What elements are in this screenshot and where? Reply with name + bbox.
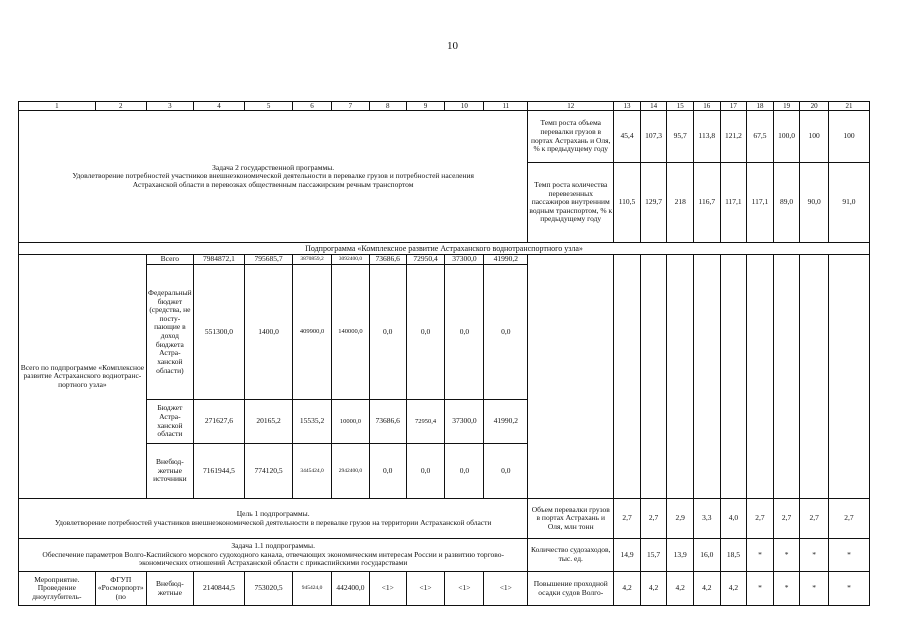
goal1-indicator: Объем перевалки грузов в портах Астрахань и Оля, млн тонн — [528, 499, 614, 539]
value-cell: 0,0 — [484, 265, 528, 400]
value-cell: 753020,5 — [245, 572, 293, 606]
value-cell: 90,0 — [800, 163, 829, 243]
value-cell: 72950,4 — [406, 400, 445, 444]
value-cell: * — [747, 572, 774, 606]
value-cell: 3870859,2 — [293, 255, 332, 265]
value-cell: * — [800, 572, 829, 606]
value-cell: 72950,4 — [406, 255, 445, 265]
empty-cell — [693, 255, 720, 499]
page-number: 10 — [447, 40, 458, 52]
value-cell: 2,9 — [667, 499, 694, 539]
value-cell: 110,5 — [614, 163, 641, 243]
measure-executor: ФГУП «Росморпорт» (по — [95, 572, 146, 606]
empty-cell — [720, 255, 747, 499]
source-label: Федеральный бюджет (средства, не поступающие в доход бюджета Астраханской области) — [146, 265, 193, 400]
task11-text: Обеспечение параметров Волго-Каспийского морского судоходного канала, отвечающих экономическим интересам России и развитию торгово-экономических отношений Астраханской области с прикаспийскими государствами — [42, 549, 504, 568]
value-cell: 2140844,5 — [193, 572, 244, 606]
value-cell: 7161944,5 — [193, 444, 244, 499]
col-header: 7 — [331, 102, 369, 111]
value-cell: 117,1 — [720, 163, 747, 243]
measure-indicator: Повышение проходной осадки судов Волго- — [528, 572, 614, 606]
value-cell: 15,7 — [640, 539, 667, 572]
total-row-all — [19, 255, 870, 265]
subprogram-title: Подпрограмма «Комплексное развитие Астраханского воднотранспортного узла» — [19, 243, 870, 255]
empty-cell — [667, 255, 694, 499]
value-cell: 2942400,0 — [331, 444, 369, 499]
value-cell: 18,5 — [720, 539, 747, 572]
value-cell: 945424,0 — [293, 572, 332, 606]
value-cell: 2,7 — [828, 499, 869, 539]
value-cell: 20165,2 — [245, 400, 293, 444]
value-cell: 100 — [828, 111, 869, 163]
value-cell: 129,7 — [640, 163, 667, 243]
col-header: 11 — [484, 102, 528, 111]
value-cell: 0,0 — [406, 444, 445, 499]
task11-cell — [19, 539, 528, 572]
col-header: 21 — [828, 102, 869, 111]
value-cell: 0,0 — [445, 444, 484, 499]
value-cell: 4,2 — [640, 572, 667, 606]
value-cell: 551300,0 — [193, 265, 244, 400]
value-cell: 91,0 — [828, 163, 869, 243]
value-cell: 14,9 — [614, 539, 641, 572]
task11-title: Задача 1.1 подпрограммы. — [231, 541, 315, 551]
value-cell: 41990,2 — [484, 255, 528, 265]
measure-row — [19, 572, 870, 606]
value-cell: <1> — [484, 572, 528, 606]
col-header: 6 — [293, 102, 332, 111]
value-cell: 45,4 — [614, 111, 641, 163]
header-row — [19, 102, 870, 111]
value-cell: 0,0 — [369, 444, 406, 499]
task2-indicator-1: Темп роста объема перевалки грузов в портах Астрахань и Оля, % к предыдущему году — [528, 111, 614, 163]
task2-title: Задача 2 государственной программы. — [212, 162, 335, 172]
col-header: 9 — [406, 102, 445, 111]
value-cell: 2,7 — [773, 499, 800, 539]
value-cell: 4,0 — [720, 499, 747, 539]
value-cell: <1> — [369, 572, 406, 606]
value-cell: 16,0 — [693, 539, 720, 572]
value-cell: 13,9 — [667, 539, 694, 572]
col-header: 3 — [146, 102, 193, 111]
value-cell: 0,0 — [406, 265, 445, 400]
col-header: 4 — [193, 102, 244, 111]
goal1-row — [19, 499, 870, 539]
value-cell: 3,3 — [693, 499, 720, 539]
col-header: 20 — [800, 102, 829, 111]
col-header: 15 — [667, 102, 694, 111]
value-cell: 117,1 — [747, 163, 774, 243]
value-cell: 0,0 — [484, 444, 528, 499]
value-cell: 774120,5 — [245, 444, 293, 499]
col-header: 14 — [640, 102, 667, 111]
col-header: 1 — [19, 102, 96, 111]
value-cell: 116,7 — [693, 163, 720, 243]
value-cell: 3445424,0 — [293, 444, 332, 499]
value-cell: 0,0 — [445, 265, 484, 400]
value-cell: 100 — [800, 111, 829, 163]
value-cell: 113,8 — [693, 111, 720, 163]
value-cell: 2,7 — [747, 499, 774, 539]
value-cell: 271627,6 — [193, 400, 244, 444]
subprogram-row — [19, 243, 870, 255]
value-cell: 89,0 — [773, 163, 800, 243]
col-header: 2 — [95, 102, 146, 111]
task2-cell — [19, 111, 528, 243]
empty-cell — [640, 255, 667, 499]
empty-cell — [773, 255, 800, 499]
col-header: 16 — [693, 102, 720, 111]
value-cell: 442400,0 — [331, 572, 369, 606]
value-cell: * — [773, 572, 800, 606]
value-cell: * — [747, 539, 774, 572]
measure-title: Мероприятие. Проведение дноуглубитель- — [19, 572, 96, 606]
value-cell: 0,0 — [369, 265, 406, 400]
value-cell: 2,7 — [800, 499, 829, 539]
empty-cell — [747, 255, 774, 499]
col-header: 12 — [528, 102, 614, 111]
col-header: 5 — [245, 102, 293, 111]
value-cell: 37300,0 — [445, 255, 484, 265]
col-header: 8 — [369, 102, 406, 111]
value-cell: 4,2 — [720, 572, 747, 606]
value-cell: 2,7 — [640, 499, 667, 539]
value-cell: 67,5 — [747, 111, 774, 163]
value-cell: 41990,2 — [484, 400, 528, 444]
program-table — [18, 101, 870, 606]
value-cell: 2,7 — [614, 499, 641, 539]
source-label: Внебюджетные источники — [146, 444, 193, 499]
value-cell: 218 — [667, 163, 694, 243]
source-label: Бюджет Астраханской области — [146, 400, 193, 444]
col-header: 19 — [773, 102, 800, 111]
value-cell: 121,2 — [720, 111, 747, 163]
source-label: Всего — [146, 255, 193, 265]
value-cell: 73686,6 — [369, 400, 406, 444]
task11-indicator: Количество судозаходов, тыс. ед. — [528, 539, 614, 572]
value-cell: 3092400,0 — [331, 255, 369, 265]
value-cell: 107,3 — [640, 111, 667, 163]
col-header: 10 — [445, 102, 484, 111]
value-cell: 37300,0 — [445, 400, 484, 444]
value-cell: 1400,0 — [245, 265, 293, 400]
goal1-text: Удовлетворение потребностей участников внешнеэкономической деятельности в перевалке грузов на территории Астраханской области — [54, 517, 492, 527]
value-cell: 4,2 — [667, 572, 694, 606]
value-cell: 10000,0 — [331, 400, 369, 444]
value-cell: <1> — [445, 572, 484, 606]
value-cell: 795685,7 — [245, 255, 293, 265]
goal1-cell — [19, 499, 528, 539]
col-header: 13 — [614, 102, 641, 111]
goal1-title: Цель 1 подпрограммы. — [236, 508, 310, 518]
value-cell: 100,0 — [773, 111, 800, 163]
value-cell: <1> — [406, 572, 445, 606]
value-cell: * — [800, 539, 829, 572]
value-cell: 7984872,1 — [193, 255, 244, 265]
value-cell: 140000,0 — [331, 265, 369, 400]
task11-row — [19, 539, 870, 572]
task2-row-1 — [19, 111, 870, 163]
value-cell: 4,2 — [693, 572, 720, 606]
total-label: Всего по подпрограмме «Комплексное развитие Астраханского воднотранспортного узла» — [19, 255, 147, 499]
task2-indicator-2: Темп роста количества перевезенных пассажиров внутренним водным транспортом, % к предыдущему году — [528, 163, 614, 243]
empty-cell — [800, 255, 829, 499]
empty-cell — [828, 255, 869, 499]
task2-text: Удовлетворение потребностей участников внешнеэкономической деятельности в перевалке грузов и потребностей населения Астраханской области в перевозках общественным пассажирским речным транспортом — [72, 171, 474, 189]
value-cell: * — [773, 539, 800, 572]
value-cell: 73686,6 — [369, 255, 406, 265]
value-cell: 409900,0 — [293, 265, 332, 400]
empty-cell — [528, 255, 614, 499]
measure-source: Внебюджетные — [146, 572, 193, 606]
value-cell: 95,7 — [667, 111, 694, 163]
col-header: 18 — [747, 102, 774, 111]
value-cell: * — [828, 572, 869, 606]
empty-cell — [614, 255, 641, 499]
col-header: 17 — [720, 102, 747, 111]
value-cell: 15535,2 — [293, 400, 332, 444]
value-cell: 4,2 — [614, 572, 641, 606]
value-cell: * — [828, 539, 869, 572]
